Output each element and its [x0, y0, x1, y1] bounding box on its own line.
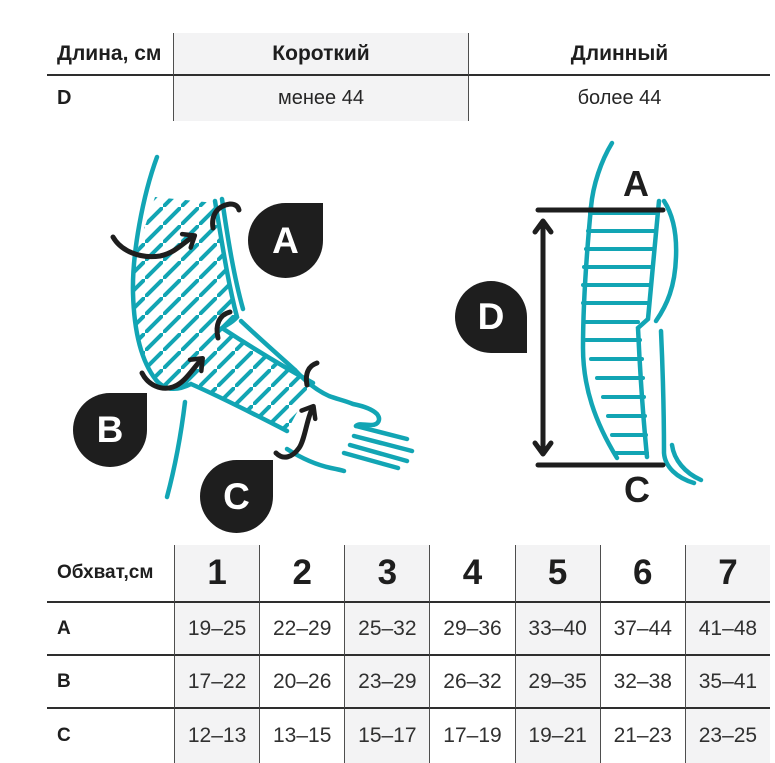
row-a-label: A [47, 603, 174, 656]
range-c-6: 21–23 [600, 709, 685, 763]
length-row-label: D [57, 87, 72, 109]
range-c-3: 15–17 [344, 709, 429, 763]
range-b-5: 29–35 [515, 656, 600, 709]
length-table [47, 33, 770, 121]
range-a-4: 29–36 [429, 603, 514, 656]
size-header-4: 4 [429, 545, 514, 603]
row-b-label: B [47, 656, 174, 709]
row-c-label: C [57, 725, 71, 746]
length-col-long: Длинный [468, 33, 770, 76]
length-top-label: A [623, 163, 649, 204]
range-b-4: 26–32 [429, 656, 514, 709]
range-b-1: 17–22 [174, 656, 259, 709]
size-header-5: 5 [515, 545, 600, 603]
length-col-short: Короткий [173, 33, 468, 76]
size-header-1: 1 [174, 545, 259, 603]
range-c-5: 19–21 [515, 709, 600, 763]
size-header-7: 7 [685, 545, 770, 603]
length-table-title: Длина, см [47, 33, 173, 76]
badge-c [200, 460, 273, 533]
range-b-7: 35–41 [685, 656, 770, 709]
badge-b [73, 393, 147, 467]
range-a-6: 37–44 [600, 603, 685, 656]
badge-b-label: B [96, 409, 124, 450]
size-header-3: 3 [344, 545, 429, 603]
range-c-7: 23–25 [685, 709, 770, 763]
range-a-5: 33–40 [515, 603, 600, 656]
badge-a-label: A [272, 219, 299, 261]
length-long-value: более 44 [468, 76, 770, 121]
badge-c-label: C [223, 475, 250, 517]
size-header-6: 6 [600, 545, 685, 603]
badge-d [455, 281, 527, 353]
badge-a [248, 203, 323, 278]
circumference-title: Обхват,см [47, 545, 174, 603]
range-c-2: 13–15 [259, 709, 344, 763]
range-a-2: 22–29 [259, 603, 344, 656]
range-a-1: 19–25 [174, 603, 259, 656]
badge-d-label: D [477, 296, 505, 337]
length-short-value: менее 44 [173, 76, 468, 121]
range-c-1: 12–13 [174, 709, 259, 763]
circumference-table [47, 545, 770, 763]
range-c-4: 17–19 [429, 709, 514, 763]
length-bottom-label: C [624, 469, 650, 510]
range-b-3: 23–29 [344, 656, 429, 709]
size-header-2: 2 [259, 545, 344, 603]
range-b-2: 20–26 [259, 656, 344, 709]
range-b-6: 32–38 [600, 656, 685, 709]
range-a-7: 41–48 [685, 603, 770, 656]
range-a-3: 25–32 [344, 603, 429, 656]
